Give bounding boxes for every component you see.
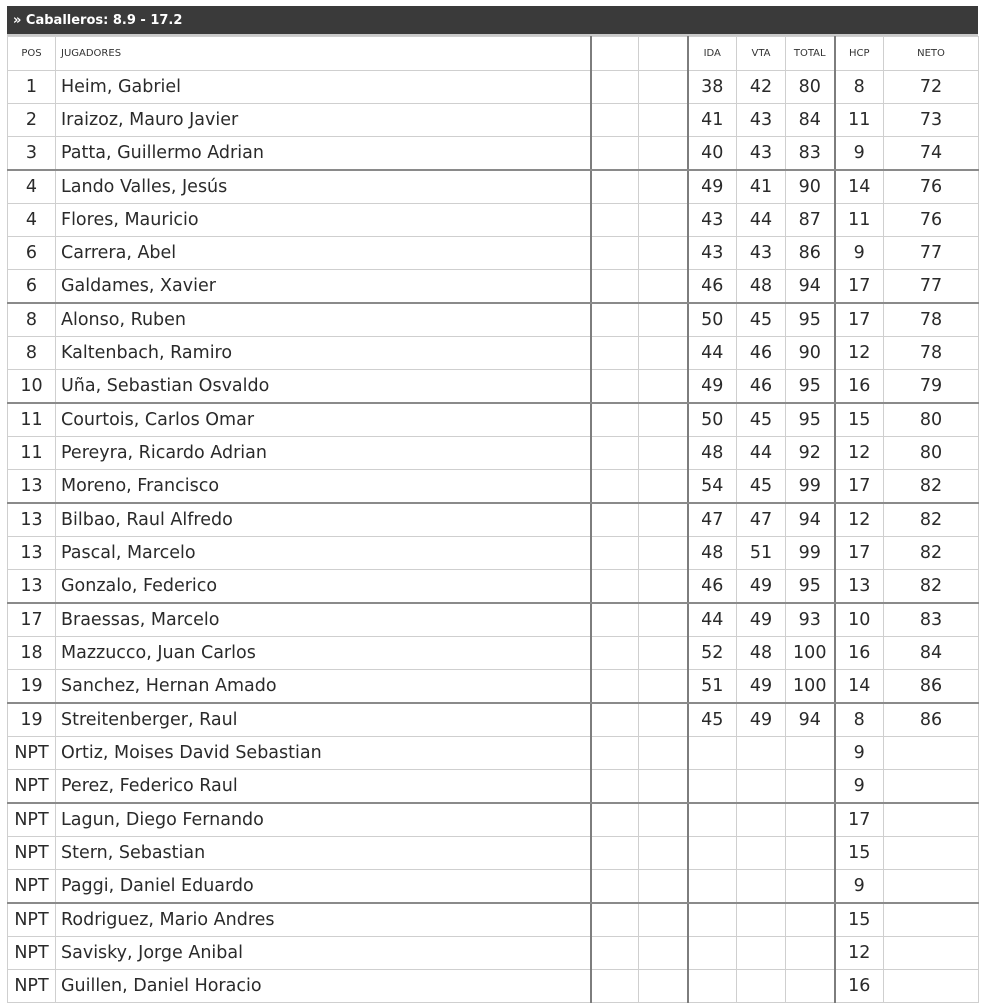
cell-player-name: Savisky, Jorge Anibal	[56, 937, 591, 970]
cell-pos: NPT	[8, 903, 56, 937]
cell-hcp: 10	[835, 603, 884, 637]
cell-neto: 82	[884, 503, 979, 537]
cell-pos: 13	[8, 537, 56, 570]
cell-player-name: Flores, Mauricio	[56, 204, 591, 237]
cell-hcp: 16	[835, 970, 884, 1003]
cell-vta	[737, 803, 786, 837]
cell-ida	[688, 770, 737, 804]
table-row	[8, 470, 979, 504]
cell-ida: 48	[688, 437, 737, 470]
cell-empty-1	[591, 204, 639, 237]
cell-hcp: 12	[835, 503, 884, 537]
table-row	[8, 403, 979, 437]
cell-empty-2	[639, 370, 688, 404]
cell-ida: 50	[688, 403, 737, 437]
cell-empty-1	[591, 337, 639, 370]
cell-empty-1	[591, 470, 639, 504]
table-body	[8, 71, 979, 1003]
table-row	[8, 803, 979, 837]
cell-total	[786, 903, 835, 937]
cell-vta	[737, 737, 786, 770]
cell-hcp: 16	[835, 370, 884, 404]
cell-total: 87	[786, 204, 835, 237]
cell-ida: 47	[688, 503, 737, 537]
cell-pos: 19	[8, 703, 56, 737]
cell-player-name: Patta, Guillermo Adrian	[56, 137, 591, 171]
cell-pos: 8	[8, 337, 56, 370]
cell-empty-2	[639, 403, 688, 437]
col-header-ida: IDA	[688, 37, 737, 71]
cell-total: 83	[786, 137, 835, 171]
cell-total: 100	[786, 670, 835, 704]
table-row	[8, 603, 979, 637]
cell-neto: 80	[884, 403, 979, 437]
cell-pos: 17	[8, 603, 56, 637]
cell-empty-2	[639, 170, 688, 204]
cell-empty-2	[639, 870, 688, 904]
table-row	[8, 270, 979, 304]
cell-vta: 44	[737, 204, 786, 237]
col-header-vta: VTA	[737, 37, 786, 71]
col-header-players: JUGADORES	[56, 37, 591, 71]
cell-vta: 49	[737, 703, 786, 737]
cell-neto: 83	[884, 603, 979, 637]
cell-ida: 52	[688, 637, 737, 670]
cell-total: 94	[786, 703, 835, 737]
cell-empty-2	[639, 937, 688, 970]
cell-pos: NPT	[8, 837, 56, 870]
col-header-neto: NETO	[884, 37, 979, 71]
cell-neto	[884, 937, 979, 970]
cell-ida	[688, 803, 737, 837]
cell-empty-1	[591, 104, 639, 137]
cell-vta: 46	[737, 370, 786, 404]
cell-pos: 11	[8, 437, 56, 470]
cell-pos: 19	[8, 670, 56, 704]
cell-total: 84	[786, 104, 835, 137]
cell-neto: 78	[884, 337, 979, 370]
cell-empty-1	[591, 737, 639, 770]
cell-empty-1	[591, 437, 639, 470]
table-row	[8, 637, 979, 670]
table-row	[8, 937, 979, 970]
cell-pos: 1	[8, 71, 56, 104]
cell-vta: 43	[737, 237, 786, 270]
cell-neto	[884, 870, 979, 904]
cell-ida: 49	[688, 170, 737, 204]
cell-hcp: 14	[835, 670, 884, 704]
cell-pos: 3	[8, 137, 56, 171]
cell-total	[786, 737, 835, 770]
cell-empty-1	[591, 703, 639, 737]
table-row	[8, 537, 979, 570]
cell-vta: 42	[737, 71, 786, 104]
cell-player-name: Bilbao, Raul Alfredo	[56, 503, 591, 537]
cell-hcp: 8	[835, 71, 884, 104]
cell-ida: 50	[688, 303, 737, 337]
table-row	[8, 303, 979, 337]
cell-neto: 72	[884, 71, 979, 104]
cell-vta: 47	[737, 503, 786, 537]
cell-neto: 76	[884, 170, 979, 204]
cell-player-name: Kaltenbach, Ramiro	[56, 337, 591, 370]
cell-vta	[737, 970, 786, 1003]
cell-neto: 79	[884, 370, 979, 404]
cell-neto	[884, 903, 979, 937]
col-header-empty-1	[591, 37, 639, 71]
cell-vta: 48	[737, 637, 786, 670]
cell-neto: 78	[884, 303, 979, 337]
cell-empty-1	[591, 803, 639, 837]
cell-total	[786, 803, 835, 837]
cell-hcp: 16	[835, 637, 884, 670]
cell-empty-2	[639, 337, 688, 370]
cell-empty-2	[639, 137, 688, 171]
table-row	[8, 437, 979, 470]
cell-player-name: Heim, Gabriel	[56, 71, 591, 104]
cell-empty-2	[639, 437, 688, 470]
cell-pos: 8	[8, 303, 56, 337]
cell-pos: 18	[8, 637, 56, 670]
cell-neto	[884, 970, 979, 1003]
table-row	[8, 137, 979, 171]
cell-empty-2	[639, 737, 688, 770]
cell-pos: 13	[8, 470, 56, 504]
table-row	[8, 71, 979, 104]
cell-empty-1	[591, 837, 639, 870]
cell-empty-2	[639, 303, 688, 337]
cell-total: 99	[786, 470, 835, 504]
cell-vta	[737, 870, 786, 904]
cell-player-name: Moreno, Francisco	[56, 470, 591, 504]
cell-total	[786, 970, 835, 1003]
cell-ida: 41	[688, 104, 737, 137]
cell-vta: 43	[737, 137, 786, 171]
cell-player-name: Paggi, Daniel Eduardo	[56, 870, 591, 904]
table-row	[8, 104, 979, 137]
cell-total: 80	[786, 71, 835, 104]
cell-empty-1	[591, 237, 639, 270]
cell-hcp: 11	[835, 104, 884, 137]
cell-ida: 48	[688, 537, 737, 570]
col-header-total: TOTAL	[786, 37, 835, 71]
cell-player-name: Guillen, Daniel Horacio	[56, 970, 591, 1003]
cell-total: 90	[786, 170, 835, 204]
cell-neto: 86	[884, 670, 979, 704]
cell-empty-2	[639, 803, 688, 837]
cell-hcp: 15	[835, 837, 884, 870]
cell-neto: 77	[884, 270, 979, 304]
cell-empty-2	[639, 903, 688, 937]
cell-player-name: Pascal, Marcelo	[56, 537, 591, 570]
cell-neto: 86	[884, 703, 979, 737]
cell-total: 95	[786, 370, 835, 404]
table-row	[8, 337, 979, 370]
cell-pos: 2	[8, 104, 56, 137]
col-header-hcp: HCP	[835, 37, 884, 71]
col-header-empty-2	[639, 37, 688, 71]
table-row	[8, 670, 979, 704]
cell-hcp: 13	[835, 570, 884, 604]
cell-neto	[884, 803, 979, 837]
cell-pos: 6	[8, 237, 56, 270]
cell-total: 99	[786, 537, 835, 570]
cell-hcp: 9	[835, 770, 884, 804]
cell-empty-1	[591, 503, 639, 537]
col-header-pos: POS	[8, 37, 56, 71]
cell-player-name: Braessas, Marcelo	[56, 603, 591, 637]
cell-ida	[688, 870, 737, 904]
cell-ida: 46	[688, 270, 737, 304]
cell-pos: NPT	[8, 803, 56, 837]
cell-empty-2	[639, 237, 688, 270]
cell-empty-2	[639, 204, 688, 237]
table-row	[8, 770, 979, 804]
cell-player-name: Carrera, Abel	[56, 237, 591, 270]
cell-hcp: 9	[835, 237, 884, 270]
cell-vta	[737, 770, 786, 804]
cell-total: 93	[786, 603, 835, 637]
table-row	[8, 570, 979, 604]
cell-hcp: 8	[835, 703, 884, 737]
cell-empty-2	[639, 503, 688, 537]
table-row	[8, 703, 979, 737]
cell-empty-1	[591, 403, 639, 437]
table-row	[8, 737, 979, 770]
cell-ida: 54	[688, 470, 737, 504]
cell-player-name: Stern, Sebastian	[56, 837, 591, 870]
cell-neto: 73	[884, 104, 979, 137]
cell-empty-2	[639, 470, 688, 504]
table-row	[8, 370, 979, 404]
table-row	[8, 204, 979, 237]
cell-neto: 76	[884, 204, 979, 237]
cell-player-name: Galdames, Xavier	[56, 270, 591, 304]
cell-ida	[688, 937, 737, 970]
cell-neto: 80	[884, 437, 979, 470]
cell-neto: 82	[884, 537, 979, 570]
cell-hcp: 17	[835, 270, 884, 304]
cell-empty-1	[591, 270, 639, 304]
cell-hcp: 11	[835, 204, 884, 237]
cell-ida	[688, 737, 737, 770]
table-row	[8, 170, 979, 204]
cell-neto: 84	[884, 637, 979, 670]
cell-player-name: Rodriguez, Mario Andres	[56, 903, 591, 937]
cell-empty-1	[591, 170, 639, 204]
cell-total: 95	[786, 570, 835, 604]
cell-ida	[688, 837, 737, 870]
cell-vta	[737, 903, 786, 937]
cell-hcp: 17	[835, 303, 884, 337]
cell-total: 94	[786, 270, 835, 304]
cell-player-name: Sanchez, Hernan Amado	[56, 670, 591, 704]
cell-empty-1	[591, 670, 639, 704]
results-panel	[7, 6, 978, 1003]
cell-total: 100	[786, 637, 835, 670]
cell-empty-1	[591, 303, 639, 337]
cell-player-name: Pereyra, Ricardo Adrian	[56, 437, 591, 470]
cell-pos: 13	[8, 503, 56, 537]
cell-ida	[688, 970, 737, 1003]
cell-pos: NPT	[8, 870, 56, 904]
cell-vta: 43	[737, 104, 786, 137]
cell-pos: NPT	[8, 770, 56, 804]
cell-pos: 6	[8, 270, 56, 304]
cell-neto: 77	[884, 237, 979, 270]
cell-neto: 74	[884, 137, 979, 171]
cell-hcp: 17	[835, 803, 884, 837]
cell-vta	[737, 937, 786, 970]
cell-vta: 51	[737, 537, 786, 570]
table-row	[8, 503, 979, 537]
cell-ida: 46	[688, 570, 737, 604]
cell-ida: 43	[688, 204, 737, 237]
cell-empty-1	[591, 537, 639, 570]
cell-pos: 11	[8, 403, 56, 437]
cell-empty-2	[639, 770, 688, 804]
cell-total	[786, 937, 835, 970]
cell-ida: 49	[688, 370, 737, 404]
cell-neto: 82	[884, 470, 979, 504]
table-row	[8, 870, 979, 904]
cell-vta: 49	[737, 603, 786, 637]
cell-empty-1	[591, 370, 639, 404]
cell-ida: 45	[688, 703, 737, 737]
cell-empty-2	[639, 970, 688, 1003]
results-table	[7, 36, 979, 1003]
cell-player-name: Iraizoz, Mauro Javier	[56, 104, 591, 137]
cell-empty-1	[591, 970, 639, 1003]
cell-pos: 4	[8, 204, 56, 237]
cell-hcp: 9	[835, 137, 884, 171]
table-row	[8, 237, 979, 270]
category-title: » Caballeros: 8.9 - 17.2	[7, 6, 978, 36]
cell-player-name: Streitenberger, Raul	[56, 703, 591, 737]
cell-pos: 4	[8, 170, 56, 204]
cell-pos: NPT	[8, 970, 56, 1003]
cell-empty-2	[639, 837, 688, 870]
cell-pos: 10	[8, 370, 56, 404]
cell-ida: 44	[688, 337, 737, 370]
cell-ida: 44	[688, 603, 737, 637]
table-header	[8, 37, 979, 71]
cell-hcp: 15	[835, 903, 884, 937]
cell-vta: 44	[737, 437, 786, 470]
cell-pos: NPT	[8, 737, 56, 770]
cell-player-name: Mazzucco, Juan Carlos	[56, 637, 591, 670]
cell-total: 86	[786, 237, 835, 270]
cell-vta: 45	[737, 403, 786, 437]
cell-hcp: 14	[835, 170, 884, 204]
cell-player-name: Perez, Federico Raul	[56, 770, 591, 804]
cell-hcp: 9	[835, 737, 884, 770]
cell-ida: 40	[688, 137, 737, 171]
cell-empty-1	[591, 603, 639, 637]
cell-empty-1	[591, 637, 639, 670]
cell-player-name: Lando Valles, Jesús	[56, 170, 591, 204]
cell-empty-1	[591, 770, 639, 804]
cell-empty-2	[639, 603, 688, 637]
cell-hcp: 9	[835, 870, 884, 904]
cell-vta: 49	[737, 670, 786, 704]
cell-pos: 13	[8, 570, 56, 604]
cell-empty-2	[639, 670, 688, 704]
cell-total	[786, 870, 835, 904]
cell-empty-2	[639, 537, 688, 570]
cell-ida: 43	[688, 237, 737, 270]
cell-empty-2	[639, 270, 688, 304]
cell-player-name: Uña, Sebastian Osvaldo	[56, 370, 591, 404]
cell-total: 94	[786, 503, 835, 537]
cell-total: 95	[786, 403, 835, 437]
cell-player-name: Ortiz, Moises David Sebastian	[56, 737, 591, 770]
cell-vta: 45	[737, 303, 786, 337]
cell-hcp: 15	[835, 403, 884, 437]
cell-player-name: Gonzalo, Federico	[56, 570, 591, 604]
cell-empty-1	[591, 137, 639, 171]
cell-empty-1	[591, 937, 639, 970]
cell-total: 92	[786, 437, 835, 470]
cell-vta: 41	[737, 170, 786, 204]
table-row	[8, 970, 979, 1003]
cell-hcp: 17	[835, 537, 884, 570]
cell-vta: 49	[737, 570, 786, 604]
cell-hcp: 17	[835, 470, 884, 504]
cell-ida: 38	[688, 71, 737, 104]
cell-empty-1	[591, 903, 639, 937]
cell-neto: 82	[884, 570, 979, 604]
cell-empty-1	[591, 570, 639, 604]
cell-player-name: Lagun, Diego Fernando	[56, 803, 591, 837]
cell-neto	[884, 837, 979, 870]
cell-hcp: 12	[835, 337, 884, 370]
cell-player-name: Alonso, Ruben	[56, 303, 591, 337]
cell-total	[786, 837, 835, 870]
cell-vta: 45	[737, 470, 786, 504]
cell-total: 95	[786, 303, 835, 337]
cell-empty-1	[591, 71, 639, 104]
cell-vta	[737, 837, 786, 870]
cell-ida	[688, 903, 737, 937]
cell-neto	[884, 737, 979, 770]
cell-total: 90	[786, 337, 835, 370]
table-row	[8, 903, 979, 937]
cell-empty-2	[639, 71, 688, 104]
cell-vta: 46	[737, 337, 786, 370]
cell-empty-2	[639, 104, 688, 137]
cell-hcp: 12	[835, 437, 884, 470]
cell-empty-1	[591, 870, 639, 904]
cell-empty-2	[639, 703, 688, 737]
cell-empty-2	[639, 570, 688, 604]
cell-total	[786, 770, 835, 804]
cell-empty-2	[639, 637, 688, 670]
cell-vta: 48	[737, 270, 786, 304]
cell-pos: NPT	[8, 937, 56, 970]
table-row	[8, 837, 979, 870]
cell-hcp: 12	[835, 937, 884, 970]
cell-neto	[884, 770, 979, 804]
cell-player-name: Courtois, Carlos Omar	[56, 403, 591, 437]
cell-ida: 51	[688, 670, 737, 704]
